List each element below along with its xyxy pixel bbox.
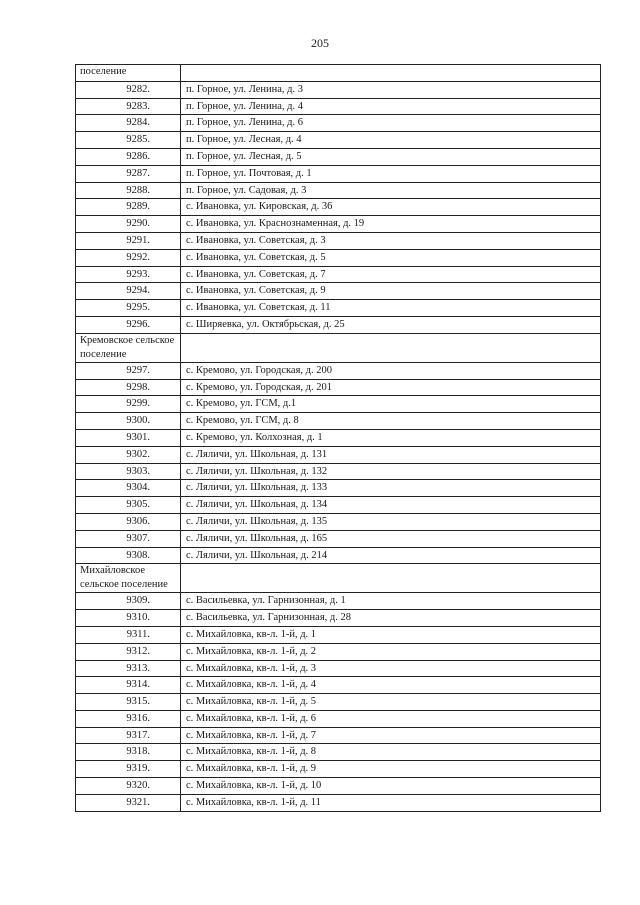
table-row — [76, 778, 601, 795]
row-number: 9290. — [76, 216, 181, 233]
section-label: поселение — [76, 65, 181, 82]
row-number: 9288. — [76, 182, 181, 199]
row-address: с. Ляличи, ул. Школьная, д. 135 — [181, 513, 601, 530]
row-number: 9287. — [76, 165, 181, 182]
table-row — [76, 182, 601, 199]
row-number: 9291. — [76, 232, 181, 249]
table-row — [76, 463, 601, 480]
table-row — [76, 530, 601, 547]
section-label: Кремовское сельское поселение — [76, 333, 181, 362]
row-address: с. Кремово, ул. ГСМ, д.1 — [181, 396, 601, 413]
address-table-body — [76, 65, 601, 812]
section-empty-cell — [181, 65, 601, 82]
row-address: с. Кремово, ул. Городская, д. 200 — [181, 362, 601, 379]
row-address: п. Горное, ул. Ленина, д. 4 — [181, 98, 601, 115]
row-address: п. Горное, ул. Садовая, д. 3 — [181, 182, 601, 199]
section-empty-cell — [181, 333, 601, 362]
table-row — [76, 316, 601, 333]
table-row — [76, 660, 601, 677]
table-row — [76, 429, 601, 446]
row-number: 9301. — [76, 429, 181, 446]
table-row — [76, 744, 601, 761]
row-address: с. Ляличи, ул. Школьная, д. 165 — [181, 530, 601, 547]
table-row — [76, 727, 601, 744]
row-address: с. Ивановка, ул. Советская, д. 5 — [181, 249, 601, 266]
section-empty-cell — [181, 564, 601, 593]
row-number: 9307. — [76, 530, 181, 547]
table-row — [76, 283, 601, 300]
row-address: с. Ивановка, ул. Советская, д. 7 — [181, 266, 601, 283]
section-label: Михайловское сельское поселение — [76, 564, 181, 593]
row-number: 9315. — [76, 694, 181, 711]
table-row — [76, 148, 601, 165]
row-address: с. Ляличи, ул. Школьная, д. 132 — [181, 463, 601, 480]
row-number: 9312. — [76, 643, 181, 660]
row-number: 9283. — [76, 98, 181, 115]
row-address: п. Горное, ул. Ленина, д. 3 — [181, 81, 601, 98]
row-number: 9286. — [76, 148, 181, 165]
row-address: с. Михайловка, кв-л. 1-й, д. 10 — [181, 778, 601, 795]
row-number: 9298. — [76, 379, 181, 396]
row-address: с. Ляличи, ул. Школьная, д. 134 — [181, 497, 601, 514]
row-number: 9308. — [76, 547, 181, 564]
section-header-row — [76, 333, 601, 362]
row-number: 9317. — [76, 727, 181, 744]
row-address: с. Ивановка, ул. Кировская, д. 36 — [181, 199, 601, 216]
row-number: 9306. — [76, 513, 181, 530]
row-number: 9319. — [76, 761, 181, 778]
section-header-row — [76, 65, 601, 82]
row-address: с. Ивановка, ул. Краснознаменная, д. 19 — [181, 216, 601, 233]
row-number: 9304. — [76, 480, 181, 497]
row-address: п. Горное, ул. Почтовая, д. 1 — [181, 165, 601, 182]
row-number: 9303. — [76, 463, 181, 480]
table-row — [76, 446, 601, 463]
table-row — [76, 232, 601, 249]
table-row — [76, 396, 601, 413]
row-number: 9285. — [76, 132, 181, 149]
row-number: 9316. — [76, 710, 181, 727]
row-address: с. Ивановка, ул. Советская, д. 3 — [181, 232, 601, 249]
row-address: п. Горное, ул. Лесная, д. 4 — [181, 132, 601, 149]
row-number: 9297. — [76, 362, 181, 379]
row-address: с. Михайловка, кв-л. 1-й, д. 7 — [181, 727, 601, 744]
row-address: с. Михайловка, кв-л. 1-й, д. 5 — [181, 694, 601, 711]
row-address: с. Ивановка, ул. Советская, д. 11 — [181, 300, 601, 317]
table-row — [76, 362, 601, 379]
row-address: п. Горное, ул. Ленина, д. 6 — [181, 115, 601, 132]
row-address: с. Михайловка, кв-л. 1-й, д. 11 — [181, 794, 601, 811]
table-row — [76, 677, 601, 694]
table-row — [76, 379, 601, 396]
row-number: 9320. — [76, 778, 181, 795]
row-number: 9296. — [76, 316, 181, 333]
row-address: с. Михайловка, кв-л. 1-й, д. 9 — [181, 761, 601, 778]
table-row — [76, 216, 601, 233]
table-row — [76, 132, 601, 149]
row-address: с. Михайловка, кв-л. 1-й, д. 3 — [181, 660, 601, 677]
row-number: 9295. — [76, 300, 181, 317]
table-row — [76, 593, 601, 610]
row-number: 9289. — [76, 199, 181, 216]
row-number: 9302. — [76, 446, 181, 463]
row-number: 9321. — [76, 794, 181, 811]
row-address: с. Ивановка, ул. Советская, д. 9 — [181, 283, 601, 300]
row-number: 9284. — [76, 115, 181, 132]
row-number: 9292. — [76, 249, 181, 266]
row-number: 9300. — [76, 413, 181, 430]
row-address: с. Михайловка, кв-л. 1-й, д. 2 — [181, 643, 601, 660]
row-number: 9305. — [76, 497, 181, 514]
table-row — [76, 300, 601, 317]
table-row — [76, 413, 601, 430]
row-address: с. Михайловка, кв-л. 1-й, д. 4 — [181, 677, 601, 694]
address-table — [75, 64, 601, 812]
table-row — [76, 81, 601, 98]
row-address: с. Михайловка, кв-л. 1-й, д. 6 — [181, 710, 601, 727]
table-row — [76, 547, 601, 564]
row-address: с. Кремово, ул. Колхозная, д. 1 — [181, 429, 601, 446]
table-row — [76, 626, 601, 643]
row-address: с. Ширяевка, ул. Октябрьская, д. 25 — [181, 316, 601, 333]
row-number: 9311. — [76, 626, 181, 643]
row-address: п. Горное, ул. Лесная, д. 5 — [181, 148, 601, 165]
row-address: с. Михайловка, кв-л. 1-й, д. 8 — [181, 744, 601, 761]
table-row — [76, 98, 601, 115]
row-number: 9294. — [76, 283, 181, 300]
table-row — [76, 513, 601, 530]
row-address: с. Кремово, ул. Городская, д. 201 — [181, 379, 601, 396]
table-row — [76, 610, 601, 627]
table-row — [76, 480, 601, 497]
table-row — [76, 165, 601, 182]
row-address: с. Ляличи, ул. Школьная, д. 131 — [181, 446, 601, 463]
row-number: 9318. — [76, 744, 181, 761]
row-number: 9314. — [76, 677, 181, 694]
table-row — [76, 497, 601, 514]
table-row — [76, 115, 601, 132]
table-row — [76, 199, 601, 216]
row-number: 9313. — [76, 660, 181, 677]
table-row — [76, 266, 601, 283]
table-row — [76, 710, 601, 727]
row-number: 9309. — [76, 593, 181, 610]
row-address: с. Васильевка, ул. Гарнизонная, д. 28 — [181, 610, 601, 627]
table-row — [76, 694, 601, 711]
row-number: 9282. — [76, 81, 181, 98]
table-row — [76, 249, 601, 266]
row-address: с. Кремово, ул. ГСМ, д. 8 — [181, 413, 601, 430]
row-address: с. Михайловка, кв-л. 1-й, д. 1 — [181, 626, 601, 643]
table-row — [76, 794, 601, 811]
page-number: 205 — [311, 36, 329, 50]
row-number: 9293. — [76, 266, 181, 283]
row-number: 9299. — [76, 396, 181, 413]
section-header-row — [76, 564, 601, 593]
row-address: с. Ляличи, ул. Школьная, д. 133 — [181, 480, 601, 497]
table-row — [76, 643, 601, 660]
row-address: с. Ляличи, ул. Школьная, д. 214 — [181, 547, 601, 564]
row-number: 9310. — [76, 610, 181, 627]
table-row — [76, 761, 601, 778]
row-address: с. Васильевка, ул. Гарнизонная, д. 1 — [181, 593, 601, 610]
